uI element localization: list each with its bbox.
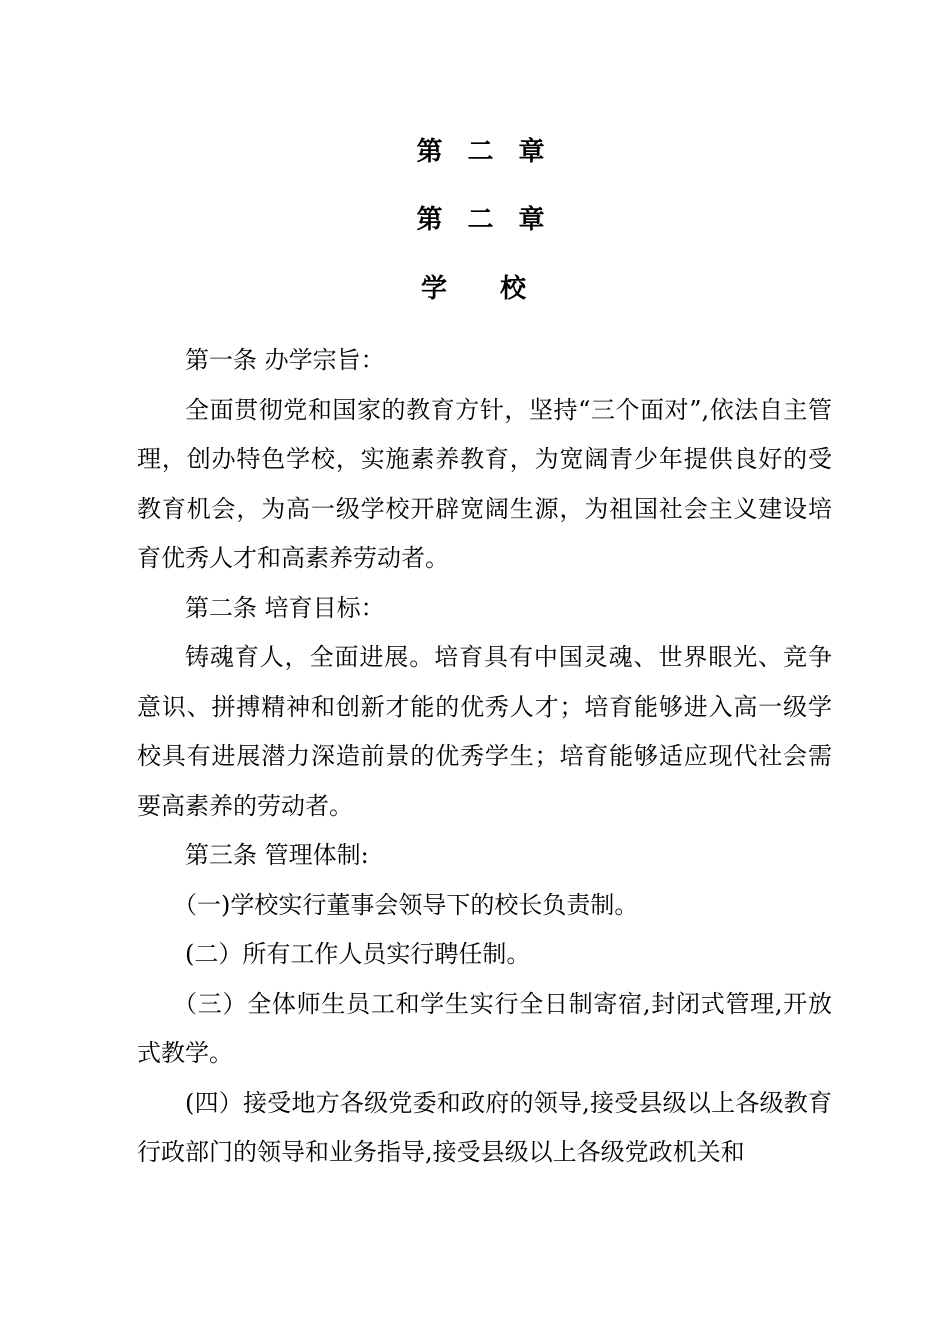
article-1-title: 第一条 办学宗旨： bbox=[185, 346, 385, 374]
article-3-title: 第三条 管理体制: bbox=[185, 841, 369, 869]
article-3-item-4: (四）接受地方各级党委和政府的领导,接受县级以上各级教育行政部门的领导和业务指导,接受县级以上各级党政机关和 bbox=[137, 1088, 832, 1166]
article-3-item-1: （一)学校实行董事会领导下的校长负责制。 bbox=[173, 890, 639, 919]
chapter-heading: 第 二 章 bbox=[416, 137, 553, 167]
chapter-heading-repeat: 第 二 章 bbox=[416, 205, 553, 235]
article-3-item-2: (二）所有工作人员实行聘任制。 bbox=[185, 940, 531, 968]
section-heading: 学 校 bbox=[420, 274, 549, 304]
article-1-body: 全面贯彻党和国家的教育方针，坚持“三个面对”,依法自主管理，创办特色学校，实施素养教育，为宽阔青少年提供良好的受教育机会，为高一级学校开辟宽阔生源，为祖国社会主义建设培育优秀人才和高素养劳动者。 bbox=[137, 395, 832, 572]
body-text bbox=[137, 336, 832, 1178]
article-3-item-3: （三）全体师生员工和学生实行全日制寄宿,封闭式管理,开放式教学。 bbox=[137, 989, 832, 1067]
article-2-body: 铸魂育人，全面进展。培育具有中国灵魂、世界眼光、竞争意识、拼搏精神和创新才能的优秀人才；培育能够进入高一级学校具有进展潜力深造前景的优秀学生；培育能够适应现代社会需要高素养的劳动者。 bbox=[137, 643, 832, 820]
article-2-title: 第二条 培育目标： bbox=[185, 593, 385, 622]
